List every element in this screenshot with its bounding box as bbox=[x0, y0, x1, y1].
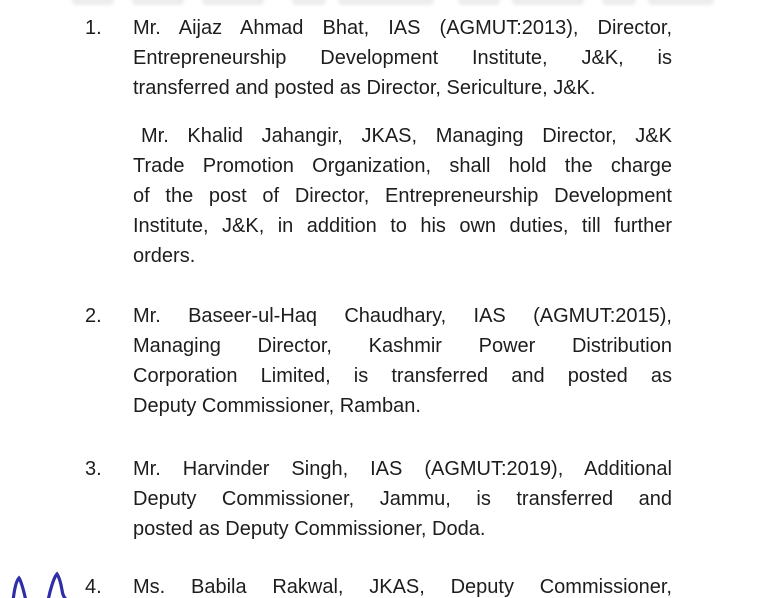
text-line: Entrepreneurship Development Institute, J&K, is bbox=[133, 47, 672, 69]
text-line: Institute, J&K, in addition to his own duties, till further bbox=[133, 215, 672, 237]
blue-ink-pen-marks bbox=[5, 568, 75, 598]
text-line: Corporation Limited, is transferred and posted as bbox=[133, 365, 672, 387]
item-number: 4. bbox=[85, 576, 102, 598]
scan-artifact bbox=[338, 0, 434, 5]
text-line: Ms. Babila Rakwal, JKAS, Deputy Commissioner, bbox=[133, 576, 672, 598]
scan-artifact bbox=[648, 0, 714, 5]
paragraph bbox=[133, 301, 672, 421]
scan-artifact bbox=[202, 0, 264, 5]
scan-artifact bbox=[512, 0, 584, 5]
paragraph bbox=[133, 13, 672, 103]
list-item-3 bbox=[85, 454, 672, 544]
text-line: orders. bbox=[133, 245, 196, 267]
list-item-1 bbox=[85, 13, 672, 103]
paragraph bbox=[133, 572, 672, 598]
scan-artifact bbox=[458, 0, 500, 5]
text-line: Trade Promotion Organization, shall hold the charge bbox=[133, 155, 672, 177]
text-line: Mr. Harvinder Singh, IAS (AGMUT:2019), Additional bbox=[133, 458, 672, 480]
item-number: 2. bbox=[85, 305, 102, 327]
text-line: Mr. Baseer-ul-Haq Chaudhary, IAS (AGMUT:2015), bbox=[133, 305, 672, 327]
paragraph bbox=[133, 454, 672, 544]
scan-artifact bbox=[132, 0, 184, 5]
paragraph bbox=[133, 121, 672, 271]
scan-artifact bbox=[602, 0, 636, 5]
scan-artifact bbox=[292, 0, 326, 5]
item-number: 1. bbox=[85, 17, 102, 39]
text-line: transferred and posted as Director, Sericulture, J&K. bbox=[133, 77, 596, 99]
text-line: Deputy Commissioner, Jammu, is transferred and bbox=[133, 488, 672, 510]
text-line: Mr. Khalid Jahangir, JKAS, Managing Director, J&K bbox=[141, 125, 672, 147]
scan-artifact bbox=[72, 0, 114, 5]
list-item-2 bbox=[85, 301, 672, 421]
text-line: of the post of Director, Entrepreneurship Development bbox=[133, 185, 672, 207]
text-line: posted as Deputy Commissioner, Doda. bbox=[133, 518, 486, 540]
text-line: Mr. Aijaz Ahmad Bhat, IAS (AGMUT:2013), Director, bbox=[133, 17, 672, 39]
text-line: Managing Director, Kashmir Power Distribution bbox=[133, 335, 672, 357]
item-number: 3. bbox=[85, 458, 102, 480]
list-item-4 bbox=[85, 572, 672, 598]
text-line: Deputy Commissioner, Ramban. bbox=[133, 395, 421, 417]
